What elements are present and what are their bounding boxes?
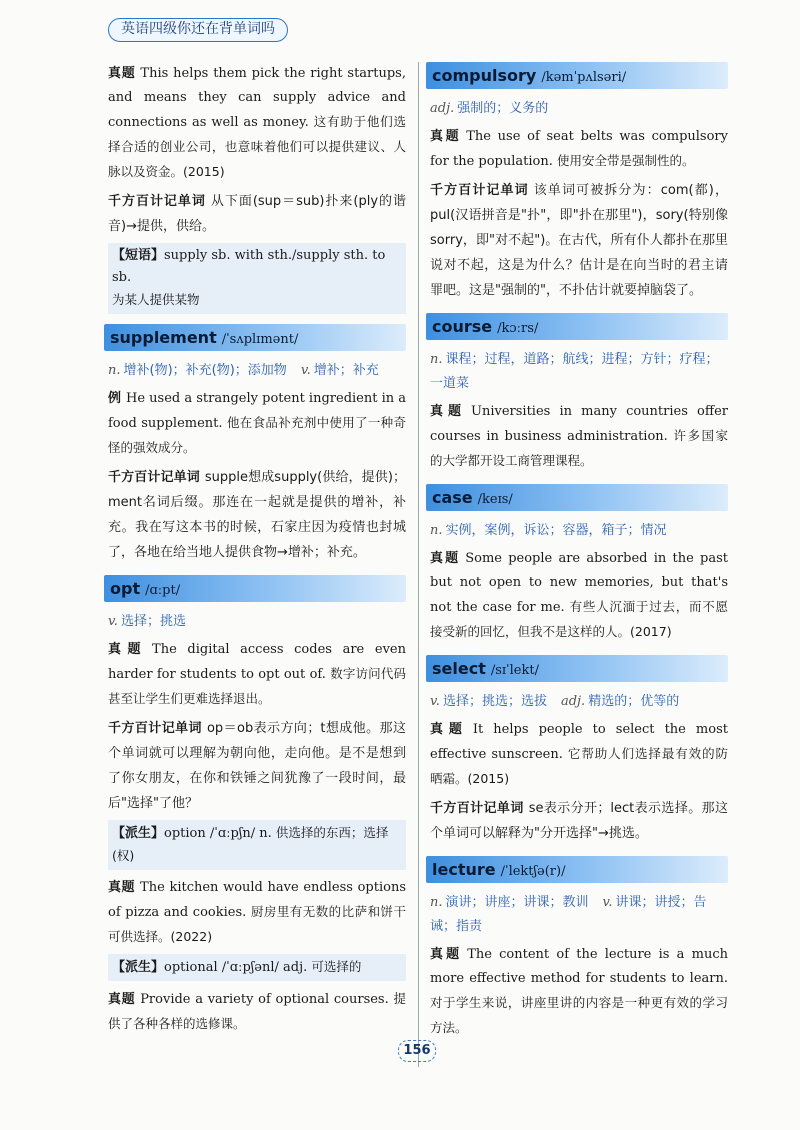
- example-cn: 使用安全带是强制性的。: [557, 153, 695, 168]
- example-cn: 对于学生来说，讲座里讲的内容是一种更有效的学习方法。: [430, 995, 728, 1035]
- phonetic: /keɪs/: [477, 492, 513, 507]
- memory-text: 该单词可被拆分为：com(都)，pul(汉语拼音是"扑"，即"扑在那里")，sory(特别像sorry，即"对不起")。在古代，所有仆人都扑在那里说对不起，这是为什么？估计是在向当时的君主请罪吧。这是"强制的"，不扑估计就要掉脑袋了。: [430, 183, 728, 298]
- opt-exam-example: [108, 638, 406, 712]
- example-en: The content of the lecture is a much more effective method for students to learn.: [430, 947, 728, 986]
- part-of-speech: v.: [430, 694, 440, 709]
- case-definitions: [430, 519, 728, 543]
- select-definitions: [430, 690, 728, 714]
- supplement-memory-tip: [108, 465, 406, 565]
- entry-header-course: [426, 313, 728, 340]
- headword: lecture: [432, 860, 496, 879]
- entry-header-compulsory: [426, 62, 728, 89]
- derivative-label: 【派生】: [112, 826, 165, 841]
- memory-label: 千方百计记单词: [108, 194, 206, 209]
- supplement-definitions: [108, 359, 406, 383]
- memory-text: 从下面(sup＝sub)扑来(ply的谐音)→提供，供给。: [108, 194, 406, 234]
- example-en: Provide a variety of optional courses.: [140, 992, 389, 1007]
- exam-label: 真题: [108, 992, 136, 1007]
- phonetic: /ˈlektʃə(r)/: [500, 864, 566, 879]
- example-en: This helps them pick the right startups, and means they can supply advice and connections as well as money.: [108, 66, 406, 130]
- example-en: It helps people to select the most effective sunscreen.: [430, 722, 728, 762]
- compulsory-memory-tip: [430, 178, 728, 303]
- example-cn: 数字访问代码甚至让学生们更难选择退出。: [108, 666, 406, 706]
- memory-label: 千方百计记单词: [108, 721, 202, 736]
- part-of-speech: v.: [300, 363, 311, 378]
- part-of-speech: v.: [108, 614, 118, 629]
- derivative-en: optional /ˈɑːpʃənl/ adj.: [164, 960, 308, 975]
- opt-definitions: [108, 610, 406, 634]
- right-column: [430, 62, 728, 1045]
- entry-header-case: [426, 484, 728, 511]
- derivative-label: 【派生】: [112, 960, 165, 975]
- definition: 选择；挑选: [120, 614, 186, 629]
- entry-header-lecture: [426, 856, 728, 883]
- definition: 强制的；义务的: [457, 101, 549, 116]
- lecture-definitions: [430, 891, 728, 939]
- exam-label: 真题: [430, 129, 462, 144]
- exam-label: 真题: [430, 404, 467, 419]
- lecture-exam-example: [430, 943, 728, 1041]
- headword: case: [432, 488, 473, 507]
- exam-label: 真题: [430, 551, 461, 566]
- derivative-en: option /ˈɑːpʃn/ n.: [164, 826, 272, 841]
- course-definitions: [430, 348, 728, 396]
- example-cn: 许多国家的大学都开设工商管理课程。: [430, 428, 728, 468]
- example-en: The kitchen would have endless options of pizza and cookies.: [108, 880, 406, 920]
- opt-derivative-option: [108, 820, 406, 870]
- book-title-badge: 英语四级你还在背单词吗: [108, 18, 288, 42]
- example-en: The use of seat belts was compulsory for the population.: [430, 129, 728, 169]
- derivative-cn: 可选择的: [311, 959, 362, 974]
- part-of-speech: n.: [430, 523, 443, 538]
- supply-phrase-box: [108, 243, 406, 314]
- opt-memory-tip: [108, 716, 406, 816]
- compulsory-definitions: [430, 97, 728, 121]
- headword: select: [432, 659, 486, 678]
- example-en: Universities in many countries offer courses in business administration.: [430, 404, 728, 444]
- example-cn: 这有助于他们选择合适的创业公司，也意味着他们可以提供建议、人脉以及资金。(2015): [108, 114, 406, 179]
- memory-text: op＝ob表示方向；t想成他。那这个单词就可以理解为朝向他，走向他。是不是想到了你女朋友，在你和铁锤之间犹豫了一段时间，最后"选择"了他？: [108, 721, 406, 811]
- select-memory-tip: [430, 796, 728, 846]
- entry-header-supplement: [104, 324, 406, 351]
- exam-label: 真题: [108, 66, 136, 81]
- exam-label: 真题: [430, 947, 463, 962]
- part-of-speech: adj.: [560, 694, 586, 709]
- supply-memory-tip: [108, 189, 406, 239]
- memory-label: 千方百计记单词: [108, 470, 200, 485]
- phonetic: /sɪˈlekt/: [490, 663, 539, 678]
- headword: course: [432, 317, 493, 336]
- part-of-speech: adj.: [430, 101, 455, 116]
- definition: 增补；补充: [313, 363, 379, 378]
- case-exam-example: [430, 547, 728, 645]
- headword: compulsory: [432, 66, 537, 85]
- phrase-cn: 为某人提供某物: [112, 292, 200, 307]
- definition: 增补(物)；补充(物)；添加物: [123, 363, 287, 378]
- example-cn: 有些人沉湎于过去，而不愿接受新的回忆，但我不是这样的人。(2017): [430, 599, 728, 639]
- part-of-speech: n.: [108, 363, 121, 378]
- memory-text: supple想成supply(供给，提供)；ment名词后缀。那连在一起就是提供的增补，补充。我在写这本书的时候，石家庄因为疫情也封城了，各地在给当地人提供食物→增补；补充。: [108, 470, 406, 560]
- memory-label: 千方百计记单词: [430, 183, 529, 198]
- supplement-example: [108, 387, 406, 461]
- headword: opt: [110, 579, 141, 598]
- headword: supplement: [110, 328, 217, 347]
- definition: 实例，案例，诉讼；容器，箱子；情况: [445, 523, 667, 538]
- exam-label: 真题: [108, 880, 136, 895]
- phonetic: /kɔːrs/: [497, 321, 539, 336]
- phonetic: /ˈsʌplɪmənt/: [221, 332, 299, 347]
- opt-derivative-optional: [108, 954, 406, 981]
- example-label: 例: [108, 391, 122, 406]
- exam-label: 真题: [108, 642, 148, 657]
- definition: 演讲；讲座；讲课；教训: [445, 895, 589, 910]
- definition: 课程；过程，道路；航线；进程；方针；疗程；一道菜: [430, 352, 719, 391]
- optional-exam-example: [108, 987, 406, 1037]
- course-exam-example: [430, 400, 728, 474]
- memory-label: 千方百计记单词: [430, 801, 524, 816]
- example-cn: 它帮助人们选择最有效的防晒霜。(2015): [430, 746, 728, 786]
- entry-header-opt: [104, 575, 406, 602]
- phrase-label: 【短语】: [112, 248, 165, 263]
- example-cn: 厨房里有无数的比萨和饼干可供选择。(2022): [108, 904, 407, 944]
- example-cn: 他在食品补充剂中使用了一种奇怪的强效成分。: [108, 415, 406, 455]
- option-exam-example: [108, 876, 406, 950]
- definition: 选择；挑选；选拔: [442, 694, 547, 709]
- left-column: [108, 62, 406, 1041]
- part-of-speech: n.: [430, 895, 443, 910]
- select-exam-example: [430, 718, 728, 792]
- phrase-en: supply sb. with sth./supply sth. to sb.: [112, 248, 386, 285]
- definition: 精选的；优等的: [588, 694, 680, 709]
- definition: 讲课；讲授；告诫；指责: [430, 895, 707, 934]
- phonetic: /kəmˈpʌlsəri/: [541, 70, 627, 85]
- part-of-speech: v.: [602, 895, 613, 910]
- exam-label: 真题: [430, 722, 468, 737]
- part-of-speech: n.: [430, 352, 443, 367]
- entry-header-select: [426, 655, 728, 682]
- page-number: 156: [398, 1040, 436, 1062]
- supply-exam-example: [108, 62, 406, 185]
- memory-text: se表示分开；lect表示选择。那这个单词可以解释为"分开选择"→挑选。: [430, 801, 728, 841]
- compulsory-exam-example: [430, 125, 728, 174]
- phonetic: /ɑːpt/: [145, 583, 181, 598]
- example-en: The digital access codes are even harder for students to opt out of.: [108, 642, 406, 682]
- example-en: Some people are absorbed in the past but not open to new memories, but that's not the case for me.: [430, 551, 728, 615]
- column-divider: [418, 62, 419, 1067]
- derivative-cn: 供选择的东西；选择(权): [112, 825, 389, 863]
- example-cn: 提供了各种各样的选修课。: [108, 991, 406, 1031]
- example-en: He used a strangely potent ingredient in a food supplement.: [108, 391, 407, 431]
